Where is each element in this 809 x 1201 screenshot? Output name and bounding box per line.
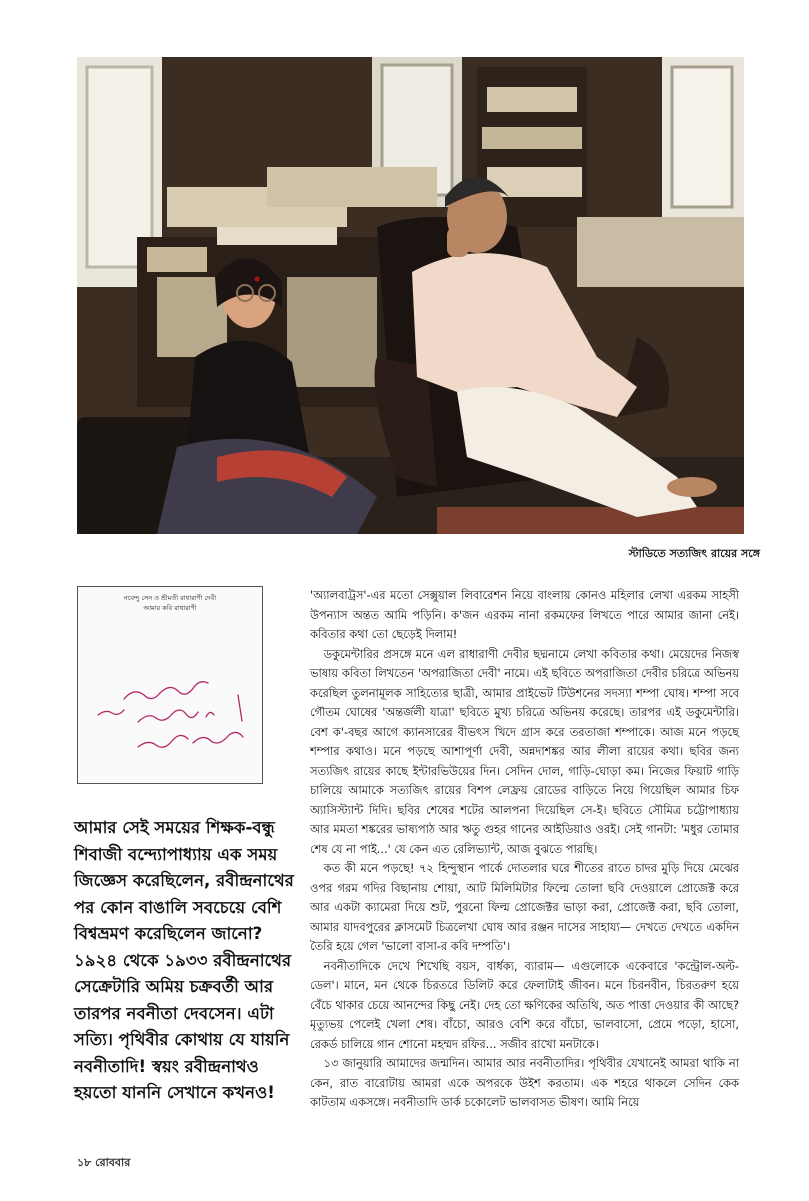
handwritten-signature: [78, 587, 262, 783]
study-photo: [77, 57, 744, 534]
article-paragraph: নবনীতাদিকে দেখে শিখেছি বয়স, বার্ধক্য, ব্যারাম— এগুলোকে একেবারে 'কন্ট্রোল-অল্ট-ডেল'। মানে, মন থেকে চিরতরে ডিলিট করে ফেলাটাই জীবন। মনে চিরনবীন, চিরতরুণ হয়ে বেঁচে থাকার চেয়ে আনন্দের কিছু নেই। দেহ তো ক্ষণিকের অতিথি, অত পাত্তা দেওয়ার কী আছে? মৃত্যুভয় পেলেই খেলা শেষ। বাঁচো, আরও বেশি করে বাঁচো, ভালবাসো, প্রেমে পড়ো, হাসো, রেকর্ড চালিয়ে গান শোনো মহম্মদ রফির... সজীব রাখো মনটাকে।: [310, 958, 739, 1051]
article-paragraph: 'অ্যালবাট্রস'-এর মতো সেক্সুয়াল লিবারেশন নিয়ে বাংলায় কোনও মহিলার লেখা এরকম সাহসী উপন্যাস অন্তত আমি পড়িনি। ক'জন এরকম নানা রকমফের লিখতে পারে আমার জানা নেই। কবিতার কথা তো ছেড়েই দিলাম!: [310, 588, 739, 641]
pull-quote: [74, 815, 304, 1107]
article-paragraph: ডকুমেন্টারির প্রসঙ্গে মনে এল রাধারাণী দেবীর ছদ্মনামে লেখা কবিতার কথা। মেয়েদের নিজস্ব ভাষায় কবিতা লিখতেন 'অপরাজিতা দেবী' নামে। এই ছবিতে অপরাজিতা দেবীর চরিত্রে অভিনয় করেছিল তুলনামূলক সাহিত্যের ছাত্রী, আমার প্রাইভেট টিউশনের সদস্যা শম্পা ঘোষ। শম্পা সবে গৌতম ঘোষের 'অন্তর্জলী যাত্রা' ছবিতে মুখ্য চরিত্রে অভিনয় করেছে। তারপর এই ডকুমেন্টারি। বেশ ক'-বছর আগে ক্যানসারের বীভৎস খিদে গ্রাস করে তরতাজা শম্পাকে। আজ মনে পড়ছে শম্পার কথাও। মনে পড়ছে আশাপূর্ণা দেবী, অন্নদাশঙ্কর আর লীলা রায়ের কথা। ছবির জন্য সত্যজিৎ রায়ের কাছে ইন্টারভিউয়ের দিন। সেদিন দোল, গাড়ি-ঘোড়া কম। নিজের ফিয়াট গাড়ি চালিয়ে আমাকে সত্যজিৎ রায়ের বিশপ লেফ্রয় রোডের বাড়িতে নিয়ে গিয়েছিল আমার চিফ অ্যাসিস্ট্যান্ট দিদি। ছবির শেষের শটের আলপনা দিয়েছিল সে-ই। ছবিতে সৌমিত্র চট্টোপাধ্যায় আর মমতা শঙ্করের ভাষ্যপাঠ আর ঋতু গুহর গানের আইডিয়াও ওরই। সেই গানটা: 'মধুর তোমার শেষ যে না পাই...' যে কেন এত রেলিভ্যান্ট, আজ বুঝতে পারছি।: [310, 646, 739, 856]
book-title-line1: নবেন্দু সেন ও শ্রীমতী রাধারাণী দেবী: [123, 594, 217, 602]
article-paragraph: কত কী মনে পড়ছে! ৭২ হিন্দুস্থান পার্কে দোতলার ঘরে শীতের রাতে চাদর মুড়ি দিয়ে মেঝের ওপর গরম গদির বিছানায় শোয়া, আট মিলিমিটার ফিল্মে তোলা ছবি দেওয়ালে প্রোজেক্ট করে আর একটা ক্যামেরা দিয়ে শুট, পুরনো ফিল্ম প্রোজেক্টর ভাড়া করা, প্রোজেক্ট করা, ছবি তোলা, আমার যাদবপুরের ক্লাসমেট চিত্রলেখা ঘোষ আর রঞ্জন দাসের সাহায্য— দেখতে দেখতে একদিন তৈরি হয়ে গেল 'ভালো বাসা-র কবি দম্পতি'।: [310, 861, 739, 953]
book-title-line2: আমার কবি রাধারাণী: [143, 604, 197, 612]
book-inscription-image: [77, 586, 263, 784]
page-folio: ১৮ রোববার: [77, 1156, 131, 1169]
pull-quote-text: আমার সেই সময়ের শিক্ষক-বন্ধু শিবাজী বন্দ্যোপাধ্যায় এক সময় জিজ্ঞেস করেছিলেন, রবীন্দ্রনাথের পর কোন বাঙালি সবচেয়ে বেশি বিশ্বভ্রমণ করেছিলেন জানো? ১৯২৪ থেকে ১৯৩৩ রবীন্দ্রনাথের সেক্রেটারি অমিয় চক্রবর্তী আর তারপর নবনীতা দেবসেন। এটা সত্যি। পৃথিবীর কোথায় যে যায়নি নবনীতাদি! স্বয়ং রবীন্দ্রনাথও হয়তো যাননি সেখানে কখনও!: [74, 818, 294, 1102]
photo-caption: স্টাডিতে সত্যজিৎ রায়ের সঙ্গে: [628, 547, 760, 560]
article-body: [310, 586, 739, 1113]
study-photo-illustration: [77, 57, 744, 534]
article-paragraph: ১৩ জানুয়ারি আমাদের জন্মদিন। আমার আর নবনীতাদির। পৃথিবীর যেখানেই আমরা থাকি না কেন, রাত বারোটায় আমরা একে অপরকে উইশ করতাম। এক শহরে থাকলে সেদিন কেক কাটতাম একসঙ্গে। নবনীতাদি ডার্ক চকোলেট ভালবাসত ভীষণ। আমি নিয়ে: [310, 1056, 739, 1109]
